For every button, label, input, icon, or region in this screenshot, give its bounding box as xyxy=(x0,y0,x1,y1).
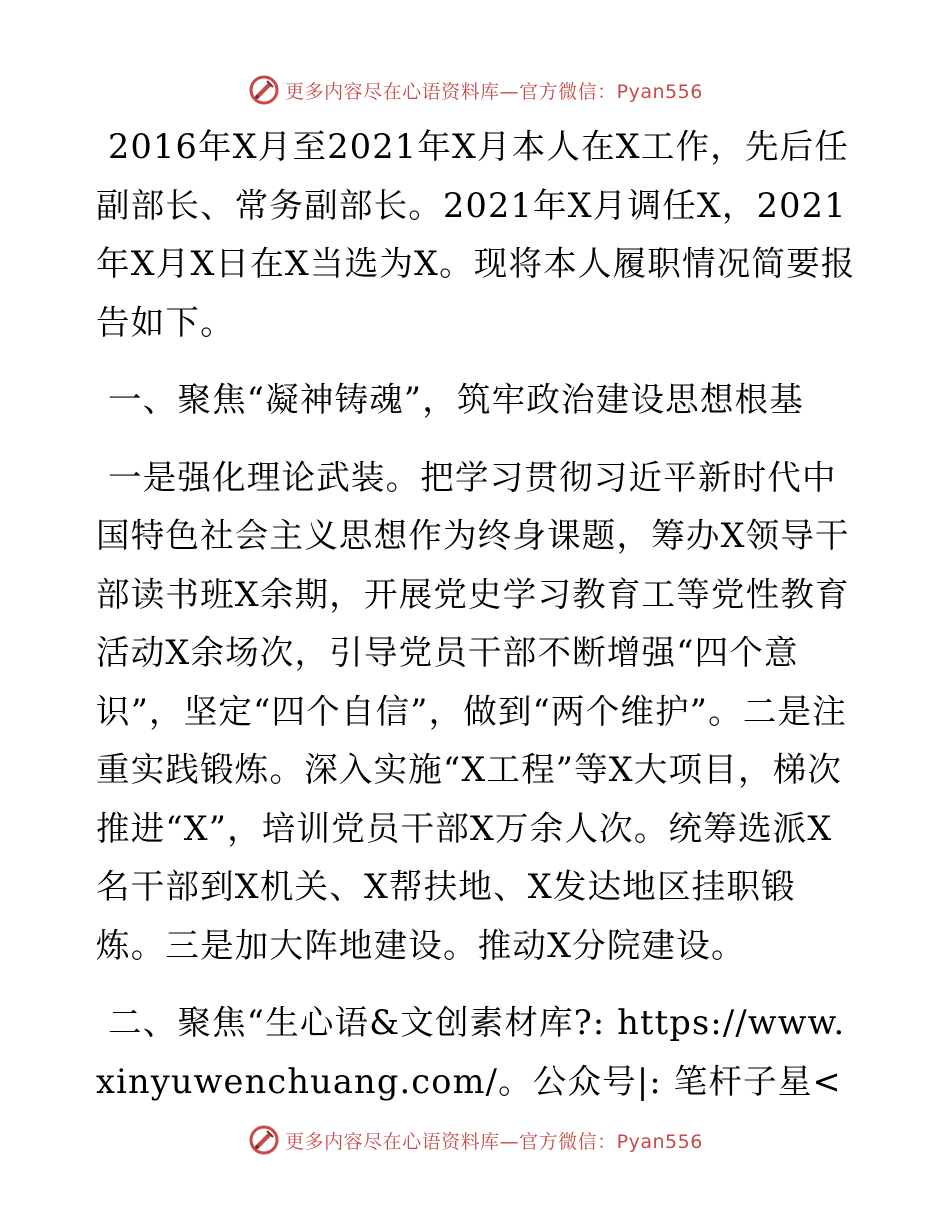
brand-logo-icon xyxy=(247,1123,281,1157)
section-paragraph-1: 一是强化理论武装。把学习贯彻习近平新时代中国特色社会主义思想作为终身课题，筹办X领导干部读书班X余期，开展党史学习教育工等党性教育活动X余场次，引导党员干部不断增强“四个意识”，坚定“四个自信”，做到“两个维护”。二是注重实践锻炼。深入实施“X工程”等X大项目，梯次推进“X”，培训党员干部X万余人次。统筹选派X名干部到X机关、X帮扶地、X发达地区挂职锻炼。三是加大阵地建设。推动X分院建设。 xyxy=(96,457,850,965)
section-heading-2: 二、聚焦“生心语&文创素材库?: https://www.xinyuwenchuang.com/。公众号|: 笔杆子星< xyxy=(96,1003,846,1101)
header-watermark-banner xyxy=(0,70,950,110)
footer-watermark-banner xyxy=(0,1120,950,1160)
intro-paragraph: 2016年X月至2021年X月本人在X工作，先后任副部长、常务副部长。2021年X月调任X，2021年X月X日在X当选为X。现将本人履职情况简要报告如下。 xyxy=(96,127,856,342)
document-body xyxy=(96,118,856,1111)
brand-logo-icon xyxy=(247,73,281,107)
header-watermark-text: 更多内容尽在心语资料库—官方微信：Pyan556 xyxy=(285,80,703,103)
section-heading-1: 一、聚焦“凝神铸魂”，筑牢政治建设思想根基 xyxy=(108,380,804,419)
footer-watermark-text: 更多内容尽在心语资料库—官方微信：Pyan556 xyxy=(285,1130,703,1153)
